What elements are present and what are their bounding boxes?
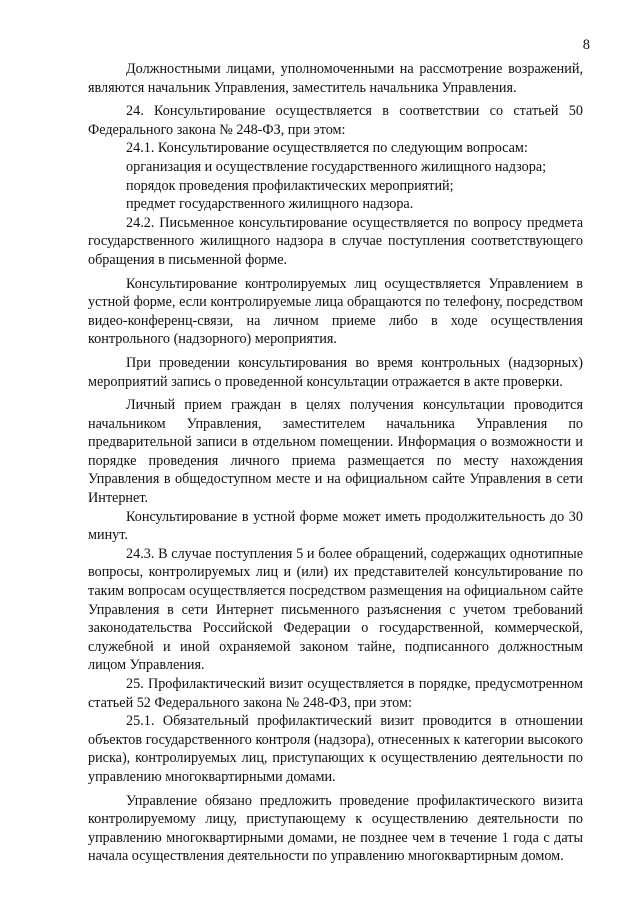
paragraph: Консультирование в устной форме может иметь продолжительность до 30 минут. — [88, 508, 583, 544]
paragraph: предмет государственного жилищного надзора. — [126, 196, 414, 213]
paragraph: Личный прием граждан в целях получения консультации проводится начальником Управления, заместителем начальника Управления по предварительной записи в отдельном помещении. Информация о возможности и порядке проведения личного приема размещается по месту нахождения Управления в общедоступном месте и на официальном сайте Управления в сети Интернет. — [88, 397, 583, 507]
paragraph: Должностными лицами, уполномоченными на рассмотрение возражений, являются начальник Управления, заместитель начальника Управления. — [88, 61, 583, 96]
paragraph: При проведении консультирования во время контрольных (надзорных) мероприятий запись о проведенной консультации отражается в акте проверки. — [88, 354, 583, 390]
paragraph: 25.1. Обязательный профилактический визит проводится в отношении объектов государственного контроля (надзора), отнесенных к категории высокого риска), контролируемых лиц, приступающих к осуществлению деятельности по управлению многоквартирными домами. — [88, 713, 583, 785]
paragraph: организация и осуществление государственного жилищного надзора; — [126, 158, 547, 175]
paragraph: порядок проведения профилактических мероприятий; — [126, 177, 454, 194]
page-number: 8 — [582, 37, 590, 53]
paragraph: Консультирование контролируемых лиц осуществляется Управлением в устной форме, если контролируемые лица обращаются по телефону, посредством видео-конференц-связи, на личном приеме либо в ходе осуществления контрольного (надзорного) мероприятия. — [88, 275, 583, 348]
paragraph: 24.3. В случае поступления 5 и более обращений, содержащих однотипные вопросы, контролируемых лиц и (или) их представителей консультирование по таким вопросам осуществляется посредством размещения на официальном сайте Управления в сети Интернет письменного разъяснения с учетом требований законодательства Российской Федерации о государственной, коммерческой, служебной и иной охраняемой законом тайне, подписанного должностным лицом Управления. — [88, 545, 583, 674]
paragraph: 24.1. Консультирование осуществляется по следующим вопросам: — [126, 140, 528, 157]
paragraph: 24. Консультирование осуществляется в соответствии со статьей 50 Федерального закона № 248-ФЗ, при этом: — [88, 103, 583, 138]
paragraph: Управление обязано предложить проведение профилактического визита контролируемому лицу, приступающему к осуществлению деятельности по управлению многоквартирными домами, не позднее чем в течение 1 года с даты начала осуществления деятельности по управлению многоквартирным домом. — [88, 792, 583, 865]
paragraph: 25. Профилактический визит осуществляется в порядке, предусмотренном статьей 52 Федерального закона № 248-ФЗ, при этом: — [88, 676, 583, 711]
paragraph: 24.2. Письменное консультирование осуществляется по вопросу предмета государственного жилищного надзора в случае поступления соответствующего обращения в письменной форме. — [88, 214, 583, 268]
document-body — [88, 60, 583, 866]
